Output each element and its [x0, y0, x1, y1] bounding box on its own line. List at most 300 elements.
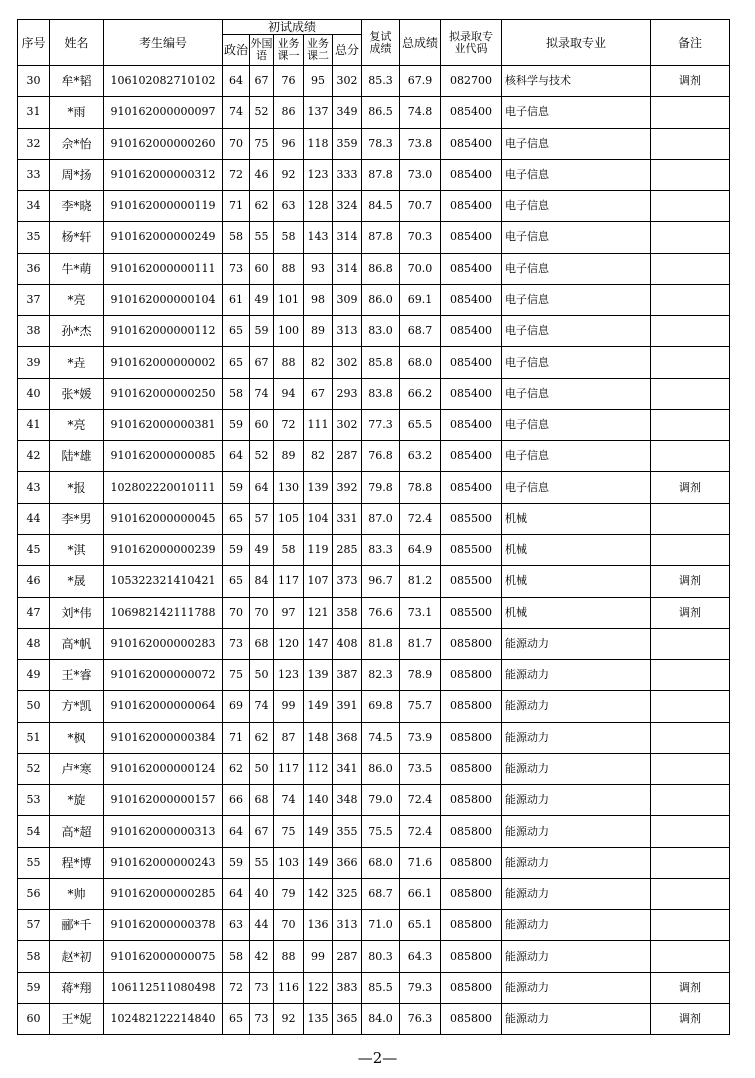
col-header-exam-no: 考生编号 — [104, 20, 223, 66]
cell-politics: 65 — [223, 1003, 250, 1034]
cell-course1: 72 — [274, 409, 304, 440]
cell-name: *帅 — [50, 878, 104, 909]
cell-exam-no: 910162000000085 — [104, 441, 223, 472]
cell-remark — [651, 347, 730, 378]
cell-major-code: 082700 — [441, 66, 502, 97]
cell-prelim-total: 355 — [333, 816, 362, 847]
cell-prelim-total: 287 — [333, 441, 362, 472]
cell-foreign: 68 — [250, 628, 274, 659]
cell-exam-no: 910162000000285 — [104, 878, 223, 909]
cell-retest: 68.7 — [362, 878, 400, 909]
cell-total: 78.9 — [400, 660, 441, 691]
col-header-prelim-total: 总分 — [333, 35, 362, 66]
cell-major-code: 085800 — [441, 660, 502, 691]
cell-foreign: 75 — [250, 128, 274, 159]
cell-name: *垚 — [50, 347, 104, 378]
cell-politics: 64 — [223, 441, 250, 472]
cell-politics: 73 — [223, 253, 250, 284]
cell-course1: 75 — [274, 816, 304, 847]
cell-foreign: 60 — [250, 409, 274, 440]
cell-total: 70.3 — [400, 222, 441, 253]
col-header-name: 姓名 — [50, 20, 104, 66]
cell-politics: 70 — [223, 128, 250, 159]
cell-seq: 55 — [18, 847, 50, 878]
cell-course2: 143 — [304, 222, 333, 253]
cell-major-code: 085500 — [441, 534, 502, 565]
cell-major-code: 085800 — [441, 910, 502, 941]
cell-course1: 63 — [274, 191, 304, 222]
cell-politics: 74 — [223, 97, 250, 128]
cell-major-code: 085400 — [441, 316, 502, 347]
cell-course1: 94 — [274, 378, 304, 409]
table-row — [18, 785, 730, 816]
cell-retest: 86.5 — [362, 97, 400, 128]
cell-prelim-total: 358 — [333, 597, 362, 628]
cell-politics: 59 — [223, 847, 250, 878]
cell-seq: 59 — [18, 972, 50, 1003]
cell-foreign: 44 — [250, 910, 274, 941]
cell-major: 电子信息 — [502, 316, 651, 347]
table-row — [18, 191, 730, 222]
cell-total: 78.8 — [400, 472, 441, 503]
cell-prelim-total: 373 — [333, 566, 362, 597]
col-header-major: 拟录取专业 — [502, 20, 651, 66]
cell-remark — [651, 222, 730, 253]
cell-major-code: 085400 — [441, 253, 502, 284]
cell-course2: 128 — [304, 191, 333, 222]
cell-course2: 140 — [304, 785, 333, 816]
cell-politics: 63 — [223, 910, 250, 941]
cell-course1: 120 — [274, 628, 304, 659]
cell-prelim-total: 314 — [333, 253, 362, 284]
cell-course1: 99 — [274, 691, 304, 722]
col-header-retest: 复试成绩 — [362, 20, 400, 66]
cell-politics: 72 — [223, 972, 250, 1003]
cell-course1: 79 — [274, 878, 304, 909]
cell-major-code: 085500 — [441, 503, 502, 534]
cell-foreign: 42 — [250, 941, 274, 972]
cell-course2: 142 — [304, 878, 333, 909]
cell-course2: 149 — [304, 847, 333, 878]
cell-politics: 58 — [223, 222, 250, 253]
cell-major: 能源动力 — [502, 628, 651, 659]
cell-seq: 30 — [18, 66, 50, 97]
cell-foreign: 50 — [250, 753, 274, 784]
cell-seq: 47 — [18, 597, 50, 628]
cell-retest: 87.8 — [362, 159, 400, 190]
cell-major: 电子信息 — [502, 222, 651, 253]
cell-major: 电子信息 — [502, 253, 651, 284]
cell-remark — [651, 159, 730, 190]
cell-major-code: 085800 — [441, 785, 502, 816]
table-row — [18, 472, 730, 503]
cell-course1: 92 — [274, 159, 304, 190]
cell-total: 81.7 — [400, 628, 441, 659]
cell-major-code: 085500 — [441, 566, 502, 597]
cell-exam-no: 910162000000075 — [104, 941, 223, 972]
table-row — [18, 878, 730, 909]
cell-exam-no: 910162000000283 — [104, 628, 223, 659]
cell-foreign: 73 — [250, 972, 274, 1003]
cell-major-code: 085400 — [441, 284, 502, 315]
cell-seq: 31 — [18, 97, 50, 128]
cell-major-code: 085800 — [441, 972, 502, 1003]
cell-remark — [651, 753, 730, 784]
cell-seq: 37 — [18, 284, 50, 315]
cell-retest: 75.5 — [362, 816, 400, 847]
cell-major-code: 085800 — [441, 816, 502, 847]
table-row — [18, 566, 730, 597]
admission-table — [17, 19, 730, 1035]
cell-retest: 78.3 — [362, 128, 400, 159]
cell-name: 孙*杰 — [50, 316, 104, 347]
cell-course2: 137 — [304, 97, 333, 128]
table-row — [18, 222, 730, 253]
cell-exam-no: 910162000000378 — [104, 910, 223, 941]
cell-remark: 调剂 — [651, 566, 730, 597]
cell-total: 65.5 — [400, 409, 441, 440]
cell-retest: 76.6 — [362, 597, 400, 628]
cell-seq: 50 — [18, 691, 50, 722]
cell-politics: 61 — [223, 284, 250, 315]
cell-remark — [651, 253, 730, 284]
cell-politics: 71 — [223, 191, 250, 222]
cell-remark — [651, 128, 730, 159]
cell-name: 佘*怡 — [50, 128, 104, 159]
cell-major: 电子信息 — [502, 191, 651, 222]
table-row — [18, 159, 730, 190]
cell-course1: 105 — [274, 503, 304, 534]
cell-remark — [651, 941, 730, 972]
cell-course2: 95 — [304, 66, 333, 97]
cell-course1: 58 — [274, 222, 304, 253]
cell-course1: 123 — [274, 660, 304, 691]
table-row — [18, 316, 730, 347]
cell-name: 陆*雄 — [50, 441, 104, 472]
cell-foreign: 46 — [250, 159, 274, 190]
cell-course1: 76 — [274, 66, 304, 97]
cell-retest: 81.8 — [362, 628, 400, 659]
col-header-remark: 备注 — [651, 20, 730, 66]
col-header-seq: 序号 — [18, 20, 50, 66]
cell-exam-no: 910162000000381 — [104, 409, 223, 440]
cell-foreign: 57 — [250, 503, 274, 534]
cell-total: 74.8 — [400, 97, 441, 128]
cell-name: 牟*韬 — [50, 66, 104, 97]
cell-retest: 77.3 — [362, 409, 400, 440]
cell-seq: 54 — [18, 816, 50, 847]
cell-exam-no: 106102082710102 — [104, 66, 223, 97]
cell-course2: 107 — [304, 566, 333, 597]
cell-exam-no: 910162000000243 — [104, 847, 223, 878]
cell-politics: 65 — [223, 316, 250, 347]
cell-total: 72.4 — [400, 503, 441, 534]
table-row — [18, 128, 730, 159]
cell-total: 70.7 — [400, 191, 441, 222]
cell-remark: 调剂 — [651, 472, 730, 503]
cell-major: 电子信息 — [502, 97, 651, 128]
cell-seq: 51 — [18, 722, 50, 753]
cell-total: 73.8 — [400, 128, 441, 159]
cell-total: 73.5 — [400, 753, 441, 784]
cell-total: 72.4 — [400, 785, 441, 816]
col-header-politics: 政治 — [223, 35, 250, 66]
cell-foreign: 70 — [250, 597, 274, 628]
table-row — [18, 503, 730, 534]
cell-course1: 97 — [274, 597, 304, 628]
cell-major: 电子信息 — [502, 347, 651, 378]
cell-prelim-total: 359 — [333, 128, 362, 159]
cell-total: 72.4 — [400, 816, 441, 847]
cell-seq: 52 — [18, 753, 50, 784]
cell-foreign: 49 — [250, 534, 274, 565]
cell-total: 73.9 — [400, 722, 441, 753]
cell-major: 能源动力 — [502, 691, 651, 722]
cell-name: 李*男 — [50, 503, 104, 534]
table-row — [18, 253, 730, 284]
cell-major: 能源动力 — [502, 816, 651, 847]
cell-retest: 80.3 — [362, 941, 400, 972]
cell-politics: 71 — [223, 722, 250, 753]
cell-major: 能源动力 — [502, 972, 651, 1003]
cell-major: 电子信息 — [502, 472, 651, 503]
cell-name: *淇 — [50, 534, 104, 565]
cell-name: 郦*千 — [50, 910, 104, 941]
cell-total: 67.9 — [400, 66, 441, 97]
cell-name: 张*媛 — [50, 378, 104, 409]
cell-seq: 32 — [18, 128, 50, 159]
cell-foreign: 67 — [250, 66, 274, 97]
cell-retest: 79.8 — [362, 472, 400, 503]
cell-name: *枫 — [50, 722, 104, 753]
cell-major: 电子信息 — [502, 378, 651, 409]
cell-foreign: 62 — [250, 722, 274, 753]
cell-course2: 136 — [304, 910, 333, 941]
cell-name: 蒋*翔 — [50, 972, 104, 1003]
cell-exam-no: 910162000000124 — [104, 753, 223, 784]
cell-remark: 调剂 — [651, 597, 730, 628]
cell-remark — [651, 722, 730, 753]
cell-major: 能源动力 — [502, 878, 651, 909]
cell-remark — [651, 628, 730, 659]
cell-retest: 85.5 — [362, 972, 400, 1003]
cell-total: 73.1 — [400, 597, 441, 628]
cell-remark — [651, 816, 730, 847]
cell-course1: 130 — [274, 472, 304, 503]
cell-retest: 84.5 — [362, 191, 400, 222]
cell-course1: 101 — [274, 284, 304, 315]
page-number: —2— — [357, 1049, 398, 1067]
cell-major-code: 085400 — [441, 128, 502, 159]
cell-foreign: 55 — [250, 222, 274, 253]
cell-course2: 139 — [304, 660, 333, 691]
cell-major-code: 085400 — [441, 159, 502, 190]
cell-course2: 104 — [304, 503, 333, 534]
cell-total: 68.0 — [400, 347, 441, 378]
cell-course1: 88 — [274, 253, 304, 284]
cell-major-code: 085400 — [441, 378, 502, 409]
cell-course1: 92 — [274, 1003, 304, 1034]
cell-major: 能源动力 — [502, 753, 651, 784]
cell-course2: 111 — [304, 409, 333, 440]
cell-politics: 65 — [223, 347, 250, 378]
cell-course2: 89 — [304, 316, 333, 347]
cell-remark — [651, 191, 730, 222]
cell-course1: 117 — [274, 566, 304, 597]
table-row — [18, 441, 730, 472]
cell-course2: 123 — [304, 159, 333, 190]
cell-course2: 82 — [304, 441, 333, 472]
cell-exam-no: 910162000000072 — [104, 660, 223, 691]
cell-foreign: 68 — [250, 785, 274, 816]
cell-prelim-total: 314 — [333, 222, 362, 253]
table-row — [18, 722, 730, 753]
table-row — [18, 628, 730, 659]
cell-politics: 62 — [223, 753, 250, 784]
cell-total: 73.0 — [400, 159, 441, 190]
cell-total: 75.7 — [400, 691, 441, 722]
cell-exam-no: 910162000000045 — [104, 503, 223, 534]
cell-retest: 82.3 — [362, 660, 400, 691]
cell-retest: 83.8 — [362, 378, 400, 409]
cell-foreign: 52 — [250, 97, 274, 128]
cell-name: 赵*初 — [50, 941, 104, 972]
cell-politics: 70 — [223, 597, 250, 628]
table-row — [18, 753, 730, 784]
cell-foreign: 67 — [250, 816, 274, 847]
cell-major: 机械 — [502, 503, 651, 534]
cell-total: 71.6 — [400, 847, 441, 878]
table-row — [18, 97, 730, 128]
table-row — [18, 816, 730, 847]
cell-major: 电子信息 — [502, 409, 651, 440]
cell-remark — [651, 316, 730, 347]
cell-major-code: 085800 — [441, 847, 502, 878]
cell-politics: 72 — [223, 159, 250, 190]
cell-retest: 83.0 — [362, 316, 400, 347]
cell-name: 高*帆 — [50, 628, 104, 659]
cell-major-code: 085400 — [441, 409, 502, 440]
cell-total: 65.1 — [400, 910, 441, 941]
cell-remark — [651, 847, 730, 878]
cell-remark — [651, 284, 730, 315]
cell-name: 牛*萌 — [50, 253, 104, 284]
cell-name: 刘*伟 — [50, 597, 104, 628]
col-header-course1: 业务课一 — [274, 35, 304, 66]
cell-course1: 58 — [274, 534, 304, 565]
cell-seq: 40 — [18, 378, 50, 409]
cell-prelim-total: 387 — [333, 660, 362, 691]
cell-foreign: 64 — [250, 472, 274, 503]
cell-seq: 34 — [18, 191, 50, 222]
cell-course2: 122 — [304, 972, 333, 1003]
cell-name: 王*睿 — [50, 660, 104, 691]
table-row — [18, 409, 730, 440]
cell-foreign: 60 — [250, 253, 274, 284]
cell-exam-no: 910162000000119 — [104, 191, 223, 222]
cell-prelim-total: 313 — [333, 316, 362, 347]
cell-prelim-total: 391 — [333, 691, 362, 722]
cell-remark: 调剂 — [651, 972, 730, 1003]
cell-remark — [651, 503, 730, 534]
cell-retest: 79.0 — [362, 785, 400, 816]
cell-major: 机械 — [502, 597, 651, 628]
table-row — [18, 597, 730, 628]
cell-course1: 88 — [274, 941, 304, 972]
table-row — [18, 284, 730, 315]
cell-politics: 59 — [223, 534, 250, 565]
cell-politics: 65 — [223, 503, 250, 534]
cell-seq: 57 — [18, 910, 50, 941]
cell-politics: 59 — [223, 409, 250, 440]
cell-exam-no: 910162000000097 — [104, 97, 223, 128]
cell-name: 李*晓 — [50, 191, 104, 222]
cell-major: 电子信息 — [502, 128, 651, 159]
cell-retest: 84.0 — [362, 1003, 400, 1034]
cell-prelim-total: 333 — [333, 159, 362, 190]
cell-course1: 87 — [274, 722, 304, 753]
cell-politics: 75 — [223, 660, 250, 691]
cell-exam-no: 910162000000384 — [104, 722, 223, 753]
cell-foreign: 74 — [250, 691, 274, 722]
cell-prelim-total: 313 — [333, 910, 362, 941]
cell-total: 66.1 — [400, 878, 441, 909]
cell-name: 王*妮 — [50, 1003, 104, 1034]
cell-name: 方*凯 — [50, 691, 104, 722]
cell-course1: 70 — [274, 910, 304, 941]
cell-exam-no: 910162000000104 — [104, 284, 223, 315]
cell-seq: 35 — [18, 222, 50, 253]
cell-prelim-total: 324 — [333, 191, 362, 222]
cell-politics: 58 — [223, 378, 250, 409]
cell-retest: 69.8 — [362, 691, 400, 722]
col-header-prelim-group: 初试成绩 — [223, 20, 362, 35]
cell-major: 能源动力 — [502, 660, 651, 691]
cell-course2: 135 — [304, 1003, 333, 1034]
col-header-course2: 业务课二 — [304, 35, 333, 66]
cell-foreign: 55 — [250, 847, 274, 878]
cell-exam-no: 910162000000002 — [104, 347, 223, 378]
cell-seq: 43 — [18, 472, 50, 503]
cell-prelim-total: 349 — [333, 97, 362, 128]
cell-major: 能源动力 — [502, 941, 651, 972]
cell-major: 能源动力 — [502, 785, 651, 816]
table-row — [18, 910, 730, 941]
cell-prelim-total: 341 — [333, 753, 362, 784]
cell-politics: 64 — [223, 878, 250, 909]
cell-remark: 调剂 — [651, 66, 730, 97]
cell-retest: 85.3 — [362, 66, 400, 97]
table-row — [18, 972, 730, 1003]
cell-total: 64.9 — [400, 534, 441, 565]
cell-major: 机械 — [502, 566, 651, 597]
cell-seq: 38 — [18, 316, 50, 347]
cell-prelim-total: 309 — [333, 284, 362, 315]
cell-prelim-total: 383 — [333, 972, 362, 1003]
cell-exam-no: 910162000000239 — [104, 534, 223, 565]
cell-course1: 116 — [274, 972, 304, 1003]
cell-major-code: 085400 — [441, 97, 502, 128]
table-row — [18, 378, 730, 409]
cell-remark — [651, 534, 730, 565]
table-row — [18, 534, 730, 565]
cell-prelim-total: 408 — [333, 628, 362, 659]
cell-retest: 83.3 — [362, 534, 400, 565]
cell-exam-no: 106112511080498 — [104, 972, 223, 1003]
table-row — [18, 1003, 730, 1034]
cell-prelim-total: 302 — [333, 409, 362, 440]
cell-major-code: 085800 — [441, 1003, 502, 1034]
